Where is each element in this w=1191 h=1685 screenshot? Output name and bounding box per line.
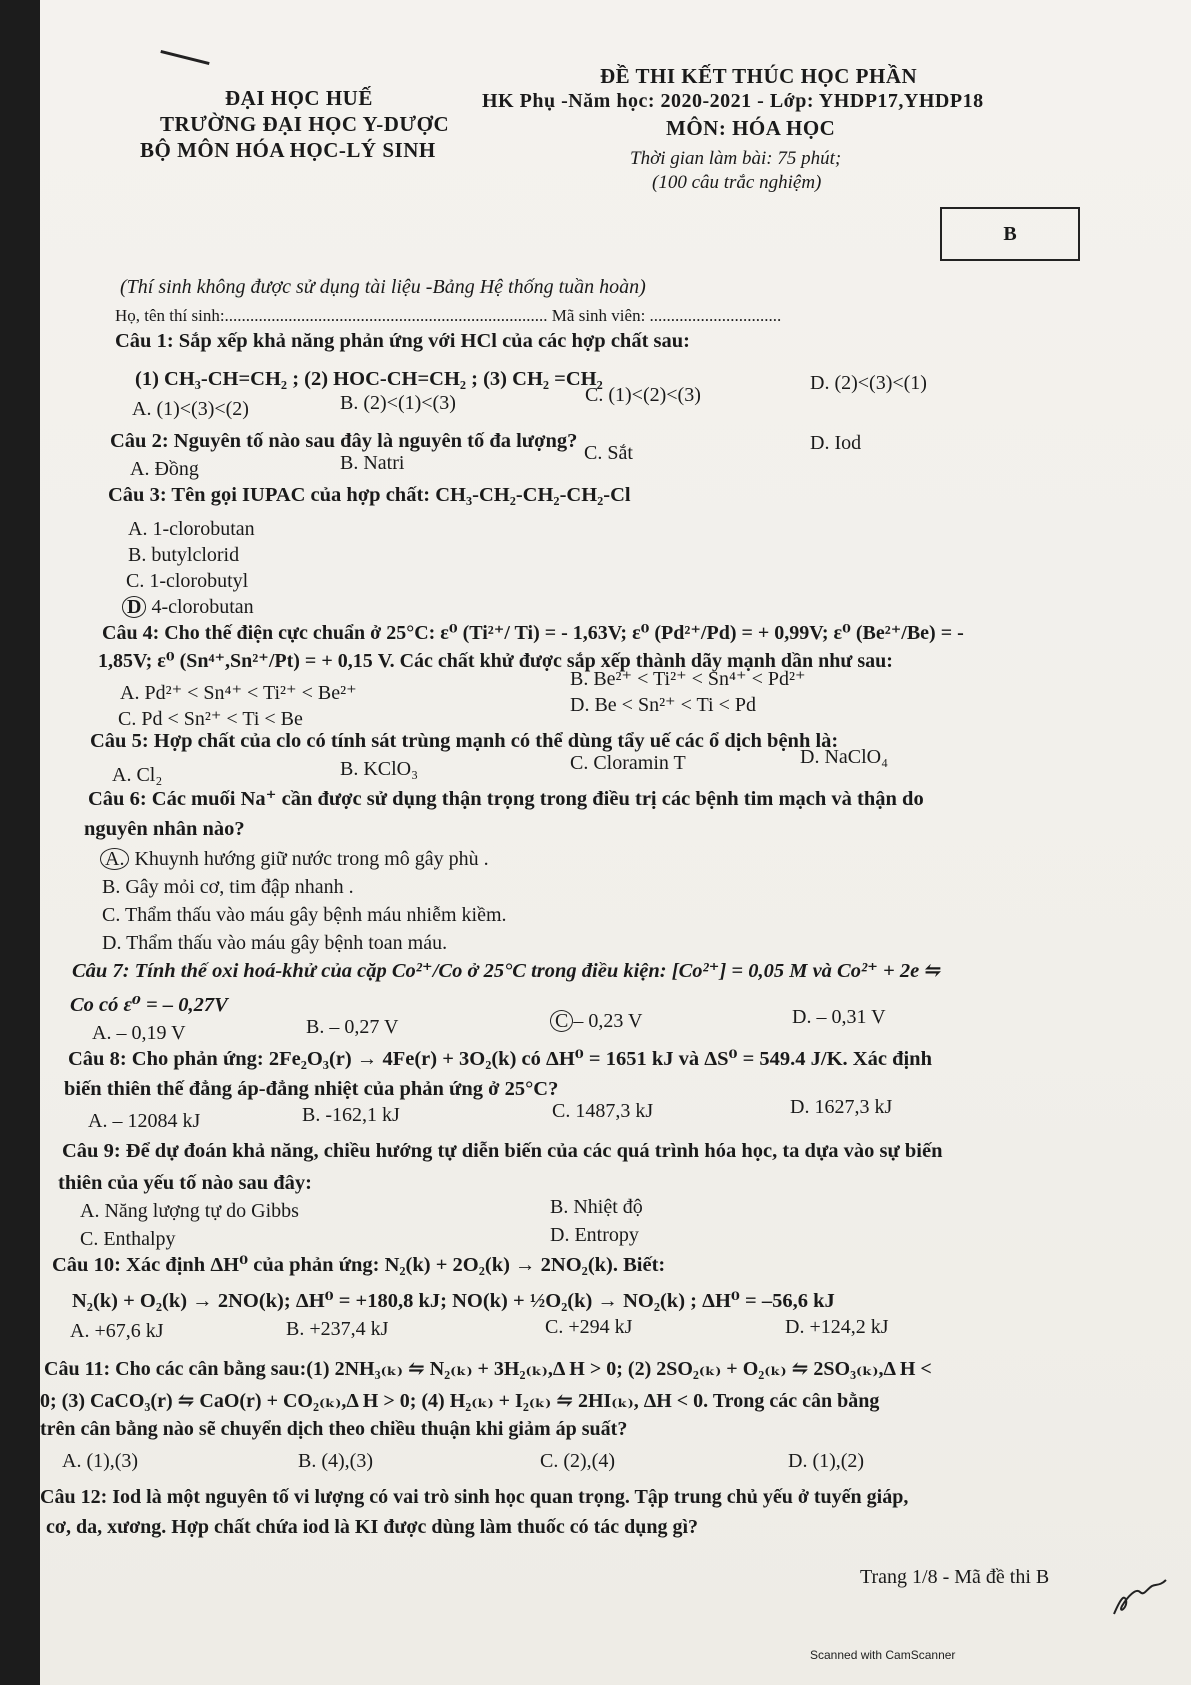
question-4-line-2: 1,85V; ε⁰ (Sn⁴⁺,Sn²⁺/Pt) = + 0,15 V. Các chất khử được sắp xếp thành dãy mạnh dần như sau: (98, 650, 893, 672)
question-4-option-c: C. Pd < Sn²⁺ < Ti < Be (118, 708, 303, 730)
page-footer: Trang 1/8 - Mã đề thi B (860, 1566, 1050, 1588)
question-5-option-a: A. Cl₂ (112, 764, 163, 786)
question-7-option-d: D. – 0,31 V (792, 1006, 886, 1028)
question-6-line-1: Câu 6: Các muối Na⁺ cần được sử dụng thận trọng trong điều trị các bệnh tim mạch và thận do (88, 788, 924, 810)
pen-mark (160, 50, 209, 65)
question-8-line-1: Câu 8: Cho phản ứng: 2Fe₂O₃(r) → 4Fe(r) + 3O₂(k) có ΔH⁰ = 1651 kJ và ΔS⁰ = 549.4 J/K. Xác định (68, 1048, 932, 1070)
question-12-line-1: Câu 12: Iod là một nguyên tố vi lượng có vai trò sinh học quan trọng. Tập trung chủ yếu ở tuyến giáp, (40, 1486, 909, 1508)
question-5-option-d: D. NaClO₄ (800, 746, 889, 768)
question-11-line-1: Câu 11: Cho các cân bằng sau:(1) 2NH₃₍ₖ₎ ⇋ N₂₍ₖ₎ + 3H₂₍ₖ₎,Δ H > 0; (2) 2SO₂₍ₖ₎ + O₂₍ₖ₎ ⇋ 2SO₃₍ₖ₎,Δ H < (44, 1358, 932, 1380)
question-1-stem: Câu 1: Sắp xếp khả năng phản ứng với HCl của các hợp chất sau: (115, 330, 690, 352)
question-2-option-b: B. Natri (340, 452, 405, 474)
university-name: ĐẠI HỌC HUẾ (225, 86, 373, 110)
question-7-line-2: Co có ε⁰ = – 0,27V (70, 994, 228, 1016)
question-3-option-c: C. 1-clorobutyl (126, 570, 249, 592)
college-name: TRƯỜNG ĐẠI HỌC Y-DƯỢC (160, 112, 450, 136)
question-6-option-b: B. Gây mỏi cơ, tim đập nhanh . (102, 876, 354, 898)
selected-answer-mark: A. (100, 848, 129, 870)
question-3-option-a: A. 1-clorobutan (128, 518, 255, 540)
question-8-line-2: biến thiên thế đẳng áp-đẳng nhiệt của phản ứng ở 25°C? (64, 1078, 559, 1100)
question-6-option-c: C. Thẩm thấu vào máu gây bệnh máu nhiễm kiềm. (102, 904, 507, 926)
question-8-option-b: B. -162,1 kJ (302, 1104, 400, 1126)
question-9-option-b: B. Nhiệt độ (550, 1196, 643, 1218)
question-10-line-2: N₂(k) + O₂(k) → 2NO(k); ΔH⁰ = +180,8 kJ; NO(k) + ½O₂(k) → NO₂(k) ; ΔH⁰ = –56,6 kJ (72, 1290, 835, 1312)
question-2-option-d: D. Iod (810, 432, 862, 454)
question-7-line-1: Câu 7: Tính thế oxi hoá-khử của cặp Co²⁺/Co ở 25°C trong điều kiện: [Co²⁺] = 0,05 M và Co²⁺ + 2e ⇋ (72, 960, 942, 982)
question-11-option-a: A. (1),(3) (62, 1450, 139, 1472)
question-9-option-d: D. Entropy (550, 1224, 639, 1246)
question-6-option-a: A. Khuynh hướng giữ nước trong mô gây phù . (100, 848, 489, 871)
department-name: BỘ MÔN HÓA HỌC-LÝ SINH (140, 138, 436, 162)
question-6-line-2: nguyên nhân nào? (84, 818, 245, 840)
exam-page (40, 0, 1191, 1685)
question-4-line-1: Câu 4: Cho thế điện cực chuẩn ở 25°C: ε⁰ (Ti²⁺/ Ti) = - 1,63V; ε⁰ (Pd²⁺/Pd) = + 0,99V; ε⁰ (Be²⁺/Be) = - (102, 622, 964, 644)
question-4-option-b: B. Be²⁺ < Ti²⁺ < Sn⁴⁺ < Pd²⁺ (570, 668, 806, 690)
question-10-option-d: D. +124,2 kJ (785, 1316, 889, 1338)
signature-mark (1110, 1570, 1170, 1620)
question-9-line-1: Câu 9: Để dự đoán khả năng, chiều hướng tự diễn biến của các quá trình hóa học, ta dựa vào sự biến (62, 1140, 943, 1162)
question-8-option-a: A. – 12084 kJ (88, 1110, 201, 1132)
question-1-option-d: D. (2)<(3)<(1) (810, 372, 927, 394)
question-2-option-c: C. Sắt (584, 442, 633, 464)
question-5-stem: Câu 5: Hợp chất của clo có tính sát trùng mạnh có thể dùng tẩy uế các ổ dịch bệnh là: (90, 730, 839, 752)
question-6-option-d: D. Thẩm thấu vào máu gây bệnh toan máu. (102, 932, 448, 954)
question-10-line-1: Câu 10: Xác định ΔH⁰ của phản ứng: N₂(k) + 2O₂(k) → 2NO₂(k). Biết: (52, 1254, 666, 1276)
question-10-option-b: B. +237,4 kJ (286, 1318, 389, 1340)
question-11-option-c: C. (2),(4) (540, 1450, 615, 1472)
question-7-option-a: A. – 0,19 V (92, 1022, 186, 1044)
question-3-option-b: B. butylclorid (128, 544, 240, 566)
exam-title: ĐỀ THI KẾT THÚC HỌC PHẦN (600, 64, 918, 88)
scanner-watermark: Scanned with CamScanner (810, 1648, 956, 1662)
exam-question-count: (100 câu trắc nghiệm) (652, 172, 822, 193)
question-1-option-a: A. (1)<(3)<(2) (132, 398, 249, 420)
exam-term: HK Phụ -Năm học: 2020-2021 - Lớp: YHDP17,YHDP18 (482, 90, 984, 112)
exam-code-box: B (940, 207, 1080, 261)
question-11-option-b: B. (4),(3) (298, 1450, 373, 1472)
exam-notice: (Thí sinh không được sử dụng tài liệu -Bảng Hệ thống tuần hoàn) (120, 276, 646, 298)
question-9-line-2: thiên của yếu tố nào sau đây: (58, 1172, 313, 1194)
question-4-option-d: D. Be < Sn²⁺ < Ti < Pd (570, 694, 757, 716)
exam-subject: MÔN: HÓA HỌC (666, 116, 836, 140)
question-11-line-2: 0; (3) CaCO₃(r) ⇋ CaO(r) + CO₂₍ₖ₎,Δ H > 0; (4) H₂₍ₖ₎ + I₂₍ₖ₎ ⇋ 2HI₍ₖ₎, ΔH < 0. Trong các cân bằng (40, 1390, 880, 1412)
question-5-option-b: B. KClO₃ (340, 758, 419, 780)
question-1-compounds: (1) CH₃-CH=CH₂ ; (2) HOC-CH=CH₂ ; (3) CH₂ =CH₂ (135, 368, 603, 390)
question-7-option-c: C – 0,23 V (550, 1010, 642, 1033)
question-11-line-3: trên cân bằng nào sẽ chuyển dịch theo chiều thuận khi giảm áp suất? (40, 1418, 628, 1440)
question-10-option-a: A. +67,6 kJ (70, 1320, 164, 1342)
selected-answer-mark: C (550, 1010, 573, 1032)
question-9-option-a: A. Năng lượng tự do Gibbs (80, 1200, 299, 1222)
question-3-stem: Câu 3: Tên gọi IUPAC của hợp chất: CH₃-CH₂-CH₂-CH₂-Cl (108, 484, 631, 506)
question-2-stem: Câu 2: Nguyên tố nào sau đây là nguyên tố đa lượng? (110, 430, 578, 452)
question-5-option-c: C. Cloramin T (570, 752, 686, 774)
exam-duration: Thời gian làm bài: 75 phút; (630, 148, 842, 169)
question-8-option-d: D. 1627,3 kJ (790, 1096, 893, 1118)
question-12-line-2: cơ, da, xương. Hợp chất chứa iod là KI được dùng làm thuốc có tác dụng gì? (46, 1516, 699, 1538)
question-9-option-c: C. Enthalpy (80, 1228, 176, 1250)
question-8-option-c: C. 1487,3 kJ (552, 1100, 654, 1122)
question-11-option-d: D. (1),(2) (788, 1450, 865, 1472)
question-10-option-c: C. +294 kJ (545, 1316, 633, 1338)
question-7-option-b: B. – 0,27 V (306, 1016, 399, 1038)
question-1-option-c: C. (1)<(2)<(3) (585, 384, 701, 406)
question-4-option-a: A. Pd²⁺ < Sn⁴⁺ < Ti²⁺ < Be²⁺ (120, 682, 357, 704)
question-2-option-a: A. Đồng (130, 458, 199, 480)
question-3-option-d: D 4-clorobutan (122, 596, 254, 619)
student-info-line: Họ, tên thí sinh:............................................................................ Mã sinh viên: ............................... (115, 306, 782, 325)
selected-answer-mark: D (122, 596, 146, 618)
question-1-option-b: B. (2)<(1)<(3) (340, 392, 456, 414)
